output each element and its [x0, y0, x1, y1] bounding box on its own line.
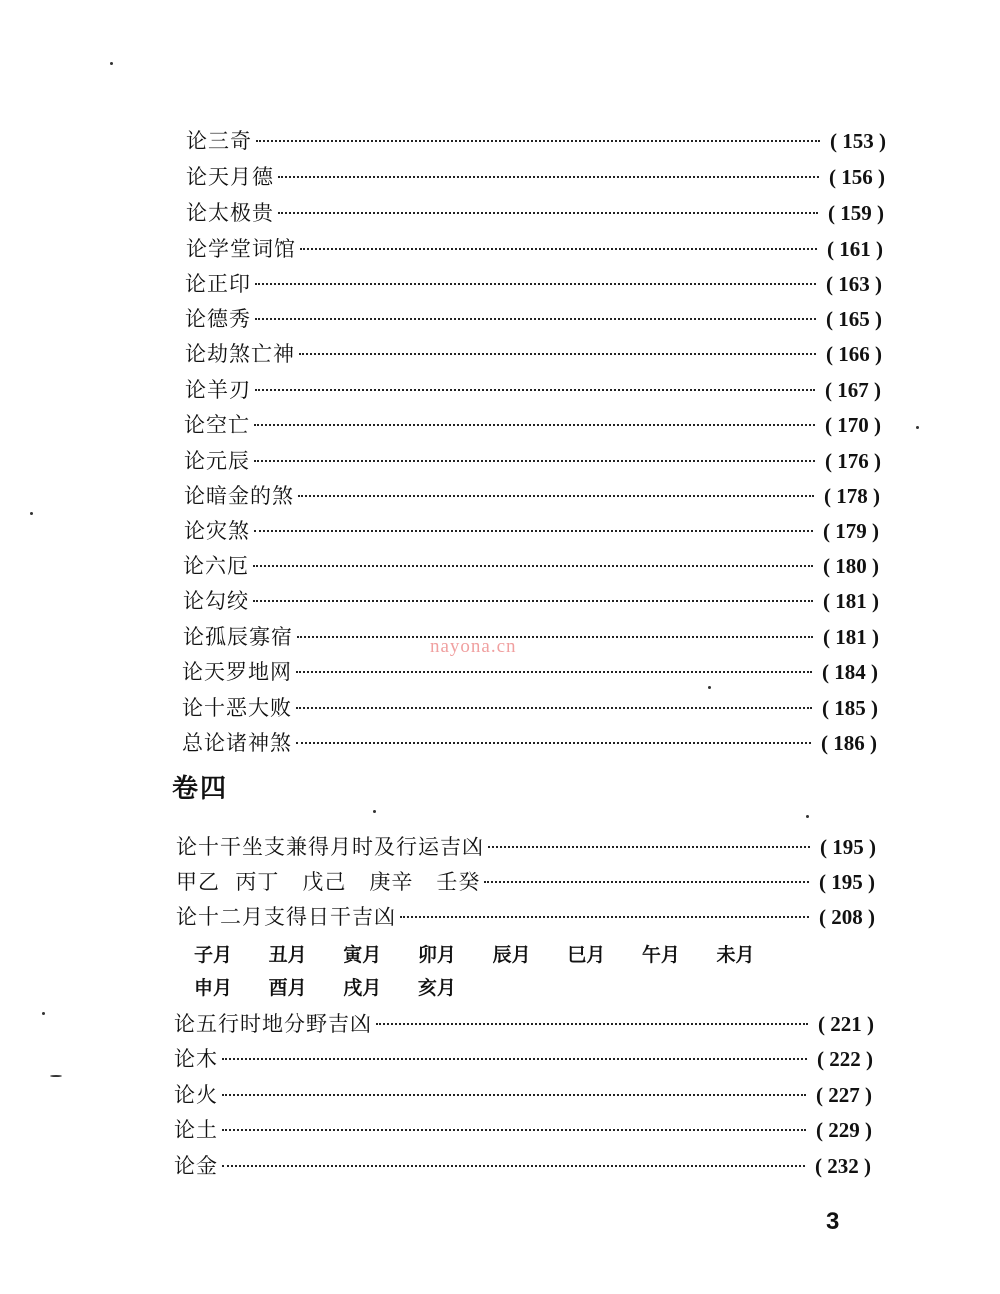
toc-entry[interactable]	[182, 693, 878, 723]
scan-speck	[42, 1012, 45, 1015]
scan-speck	[110, 62, 113, 65]
toc-entry-page: ( 170 )	[825, 413, 881, 437]
toc-entry-title: 论德秀	[185, 307, 251, 331]
toc-entry[interactable]	[174, 1115, 872, 1145]
toc-entry-title: 论暗金的煞	[184, 484, 294, 508]
toc-entry-title: 论火	[174, 1083, 218, 1107]
dot-leader	[278, 176, 819, 178]
toc-entry[interactable]	[185, 269, 882, 299]
page-number: 3	[826, 1208, 840, 1235]
toc-entry[interactable]	[176, 832, 876, 862]
toc-entry-title: 论灾煞	[184, 519, 250, 543]
toc-entry-page: ( 227 )	[816, 1083, 872, 1107]
toc-entry-title: 甲乙 丙丁 戊己 庚辛 壬癸	[176, 870, 481, 894]
toc-entry-title: 论勾绞	[183, 589, 249, 613]
month-label: 卯月	[417, 944, 456, 966]
toc-entry[interactable]	[174, 1009, 874, 1039]
month-label: 酉月	[268, 977, 307, 999]
toc-entry-title: 论木	[174, 1047, 218, 1071]
toc-entry-title: 论天罗地网	[182, 660, 292, 684]
toc-entry-page: ( 153 )	[830, 129, 886, 153]
toc-entry[interactable]	[185, 375, 881, 405]
toc-entry-page: ( 180 )	[823, 554, 879, 578]
toc-entry[interactable]	[184, 516, 879, 546]
toc-entry-title: 论羊刃	[185, 378, 251, 402]
toc-entry[interactable]	[186, 198, 884, 228]
toc-entry-page: ( 232 )	[815, 1154, 871, 1178]
dot-leader	[296, 671, 812, 673]
toc-entry-page: ( 221 )	[818, 1012, 874, 1036]
dot-leader	[296, 742, 811, 744]
toc-entry[interactable]	[186, 162, 885, 192]
dot-leader	[255, 389, 815, 391]
toc-entry-title: 论三奇	[186, 129, 252, 153]
toc-entry[interactable]	[184, 410, 881, 440]
toc-entry-title: 论土	[174, 1118, 218, 1142]
month-label: 亥月	[417, 977, 456, 999]
toc-entry-title: 论六厄	[183, 554, 249, 578]
toc-entry-title: 论劫煞亡神	[185, 342, 295, 366]
scan-speck	[916, 426, 919, 429]
dot-leader	[299, 353, 816, 355]
month-label: 寅月	[343, 944, 382, 966]
dot-leader	[400, 916, 809, 918]
toc-entry-title: 论十恶大败	[182, 696, 292, 720]
toc-entry[interactable]	[174, 1044, 873, 1074]
dot-leader	[278, 212, 818, 214]
dot-leader	[254, 460, 815, 462]
dot-leader	[256, 140, 820, 142]
dot-leader	[254, 530, 813, 532]
scan-speck	[806, 815, 809, 818]
toc-entry[interactable]	[174, 1151, 871, 1181]
scan-speck	[708, 686, 711, 689]
dot-leader	[488, 846, 810, 848]
toc-entry[interactable]	[184, 446, 881, 476]
toc-entry-title: 论空亡	[184, 413, 250, 437]
dot-leader	[255, 283, 816, 285]
toc-entry-page: ( 179 )	[823, 519, 879, 543]
toc-entry[interactable]	[182, 728, 877, 758]
dot-leader	[222, 1165, 805, 1167]
toc-entry-page: ( 156 )	[829, 165, 885, 189]
month-list	[194, 973, 486, 1000]
dot-leader	[484, 881, 809, 883]
month-label: 未月	[716, 944, 755, 966]
toc-entry-title: 总论诸神煞	[182, 731, 292, 755]
toc-entry-page: ( 161 )	[827, 237, 883, 261]
dot-leader	[222, 1058, 807, 1060]
scan-speck	[50, 1075, 62, 1077]
toc-entry-title: 论天月德	[186, 165, 274, 189]
month-label: 辰月	[492, 944, 531, 966]
toc-entry[interactable]	[176, 902, 875, 932]
toc-entry-title: 论正印	[185, 272, 251, 296]
toc-entry[interactable]	[184, 481, 880, 511]
month-label: 子月	[194, 944, 233, 966]
dot-leader	[253, 565, 813, 567]
toc-entry-page: ( 166 )	[826, 342, 882, 366]
toc-entry[interactable]	[174, 1080, 872, 1110]
dot-leader	[222, 1094, 806, 1096]
dot-leader	[298, 495, 814, 497]
toc-entry-title: 论太极贵	[186, 201, 274, 225]
toc-entry-page: ( 186 )	[821, 731, 877, 755]
month-label: 丑月	[268, 944, 307, 966]
toc-entry-page: ( 208 )	[819, 905, 875, 929]
toc-entry-page: ( 167 )	[825, 378, 881, 402]
toc-entry-title: 论五行时地分野吉凶	[174, 1012, 372, 1036]
toc-entry-title: 论金	[174, 1154, 218, 1178]
dot-leader	[300, 248, 817, 250]
toc-entry[interactable]	[183, 586, 879, 616]
toc-entry[interactable]	[186, 234, 883, 264]
dot-leader	[253, 600, 813, 602]
dot-leader	[297, 636, 813, 638]
toc-entry-title: 论孤辰寡宿	[183, 625, 293, 649]
toc-entry-page: ( 222 )	[817, 1047, 873, 1071]
toc-entry-page: ( 178 )	[824, 484, 880, 508]
toc-entry-page: ( 185 )	[822, 696, 878, 720]
toc-entry-page: ( 176 )	[825, 449, 881, 473]
dot-leader	[222, 1129, 806, 1131]
toc-entry-page: ( 195 )	[820, 835, 876, 859]
toc-entry[interactable]	[176, 867, 875, 897]
dot-leader	[376, 1023, 808, 1025]
dot-leader	[296, 707, 812, 709]
scan-speck	[30, 512, 33, 515]
toc-entry-page: ( 181 )	[823, 589, 879, 613]
dot-leader	[255, 318, 816, 320]
toc-entry-page: ( 163 )	[826, 272, 882, 296]
month-label: 戌月	[343, 977, 382, 999]
month-label: 巳月	[567, 944, 606, 966]
toc-entry[interactable]	[185, 339, 882, 369]
toc-entry-title: 论十二月支得日干吉凶	[176, 905, 396, 929]
toc-entry[interactable]	[185, 304, 882, 334]
scan-speck	[373, 810, 376, 813]
dot-leader	[254, 424, 815, 426]
toc-entry[interactable]	[183, 622, 879, 652]
toc-entry-page: ( 181 )	[823, 625, 879, 649]
month-label: 午月	[641, 944, 680, 966]
month-list	[194, 940, 785, 967]
toc-entry[interactable]	[186, 126, 886, 156]
toc-entry-page: ( 159 )	[828, 201, 884, 225]
section-heading: 卷四	[172, 774, 229, 804]
toc-entry-title: 论学堂词馆	[186, 237, 296, 261]
toc-entry-page: ( 184 )	[822, 660, 878, 684]
toc-entry-title: 论元辰	[184, 449, 250, 473]
toc-entry-page: ( 195 )	[819, 870, 875, 894]
toc-entry[interactable]	[183, 551, 879, 581]
watermark-text: nayona.cn	[430, 636, 517, 657]
toc-entry[interactable]	[182, 657, 878, 687]
month-label: 申月	[194, 977, 233, 999]
toc-entry-title: 论十干坐支兼得月时及行运吉凶	[176, 835, 484, 859]
toc-entry-page: ( 229 )	[816, 1118, 872, 1142]
toc-entry-page: ( 165 )	[826, 307, 882, 331]
